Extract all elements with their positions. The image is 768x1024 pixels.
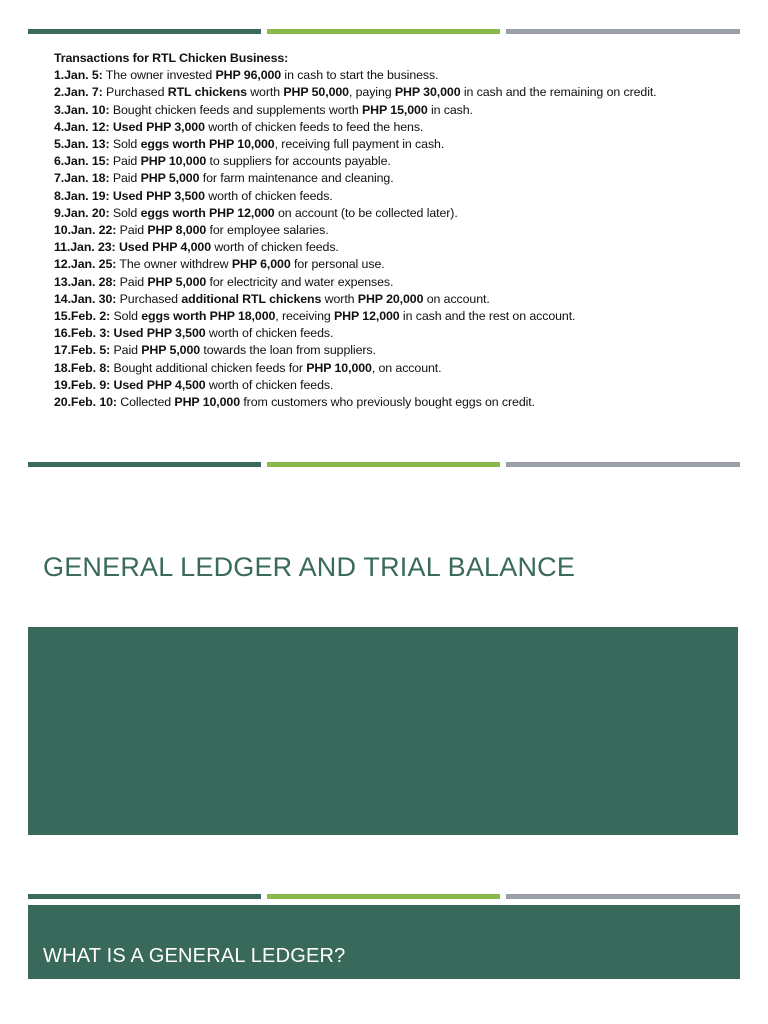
divider-stripe-lime — [267, 462, 500, 467]
transaction-bold-text: 17.Feb. 5: — [54, 343, 111, 358]
transaction-bold-text: Used PHP 3,500 — [113, 326, 206, 341]
transaction-text: Purchased — [116, 291, 182, 306]
transaction-bold-text: 3.Jan. 10: — [54, 102, 110, 117]
next-slide-title-bar — [28, 905, 740, 979]
transaction-bold-text: PHP 12,000 — [334, 309, 400, 324]
divider-stripe-gray — [506, 894, 740, 899]
transaction-text: Sold — [110, 309, 142, 324]
transaction-text: to suppliers for accounts payable. — [206, 154, 391, 169]
transaction-text: Bought additional chicken feeds for — [110, 360, 307, 375]
transaction-bold-text: 20.Feb. 10: — [54, 395, 117, 410]
transaction-line — [54, 67, 754, 84]
transaction-line — [54, 342, 754, 359]
transaction-text: Paid — [110, 343, 142, 358]
transaction-bold-text: eggs worth PHP 12,000 — [140, 205, 275, 220]
divider-stripe-lime — [267, 29, 500, 34]
divider-stripe-lime — [267, 894, 500, 899]
transaction-text: worth of chicken feeds to feed the hens. — [204, 119, 424, 134]
divider-stripe-green — [28, 462, 261, 467]
transaction-line — [54, 102, 754, 119]
transaction-bold-text: 6.Jan. 15: — [54, 154, 110, 169]
transaction-text: for personal use. — [290, 257, 385, 272]
transaction-bold-text: Used PHP 3,000 — [112, 119, 205, 134]
transaction-text: worth of chicken feeds. — [205, 326, 334, 341]
transaction-text: Purchased — [102, 85, 168, 100]
transaction-bold-text: 4.Jan. 12: — [54, 119, 110, 134]
transaction-line — [54, 188, 754, 205]
transaction-bold-text: PHP 30,000 — [394, 85, 461, 100]
transaction-bold-text: Used PHP 4,000 — [118, 240, 211, 255]
transaction-line — [54, 205, 754, 222]
transaction-bold-text: PHP 5,000 — [140, 171, 200, 186]
transaction-bold-text: 13.Jan. 28: — [54, 274, 117, 289]
transaction-text: in cash to start the business. — [281, 68, 439, 83]
transaction-text: worth of chicken feeds. — [204, 188, 333, 203]
transaction-bold-text: 7.Jan. 18: — [54, 171, 110, 186]
transaction-text: towards the loan from suppliers. — [200, 343, 376, 358]
transaction-bold-text: 8.Jan. 19: — [54, 188, 110, 203]
transaction-line — [54, 256, 754, 273]
transaction-bold-text: 15.Feb. 2: — [54, 309, 111, 324]
transaction-text: The owner withdrew — [116, 257, 232, 272]
transaction-text: , on account. — [371, 360, 442, 375]
transaction-text: from customers who previously bought eggs on credit. — [240, 395, 535, 410]
transaction-bold-text: 18.Feb. 8: — [54, 360, 111, 375]
transaction-line — [54, 136, 754, 153]
transaction-line — [54, 170, 754, 187]
transaction-bold-text: 9.Jan. 20: — [54, 205, 110, 220]
transaction-text: Paid — [109, 171, 141, 186]
transaction-bold-text: RTL chickens — [167, 85, 247, 100]
transaction-bold-text: 19.Feb. 9: — [54, 377, 111, 392]
transaction-text: for electricity and water expenses. — [206, 274, 394, 289]
transaction-text: , paying — [348, 85, 395, 100]
divider-stripe-gray — [506, 29, 740, 34]
transaction-bold-text: Used PHP 4,500 — [113, 377, 206, 392]
transaction-bold-text: PHP 96,000 — [215, 68, 282, 83]
transaction-text: on account (to be collected later). — [274, 205, 458, 220]
transaction-bold-text: 5.Jan. 13: — [54, 137, 110, 152]
transaction-text: Paid — [116, 223, 148, 238]
transaction-text: , receiving — [275, 309, 334, 324]
next-slide-title: WHAT IS A GENERAL LEDGER? — [43, 945, 346, 967]
green-content-panel — [28, 627, 738, 835]
divider-stripe-green — [28, 29, 261, 34]
transaction-bold-text: 1.Jan. 5: — [54, 68, 103, 83]
transaction-text: worth of chicken feeds. — [205, 377, 334, 392]
transaction-bold-text: 12.Jan. 25: — [54, 257, 117, 272]
transaction-line — [54, 222, 754, 239]
transaction-text: worth — [321, 291, 358, 306]
transaction-text: worth — [246, 85, 284, 100]
transactions-list — [54, 67, 754, 411]
transaction-bold-text: Used PHP 3,500 — [112, 188, 205, 203]
transactions-title: Transactions for RTL Chicken Business: — [54, 51, 289, 65]
transaction-text: , receiving full payment in cash. — [274, 137, 445, 152]
transaction-line — [54, 153, 754, 170]
transaction-bold-text: additional RTL chickens — [181, 291, 322, 306]
transaction-bold-text: 11.Jan. 23: — [54, 240, 116, 255]
transaction-line — [54, 325, 754, 342]
transactions-block — [54, 50, 754, 411]
transaction-bold-text: eggs worth PHP 10,000 — [140, 137, 275, 152]
transaction-bold-text: PHP 10,000 — [174, 395, 240, 410]
slide-title: GENERAL LEDGER AND TRIAL BALANCE — [43, 552, 576, 582]
transaction-text: for farm maintenance and cleaning. — [199, 171, 394, 186]
transaction-text: Bought chicken feeds and supplements worth — [109, 102, 363, 117]
transaction-line — [54, 308, 754, 325]
transaction-bold-text: PHP 10,000 — [140, 154, 207, 169]
divider-stripe-gray — [506, 462, 740, 467]
transaction-bold-text: PHP 15,000 — [362, 102, 428, 117]
transaction-bold-text: PHP 5,000 — [147, 274, 207, 289]
transaction-text: on account. — [423, 291, 490, 306]
transaction-bold-text: PHP 6,000 — [231, 257, 291, 272]
transaction-line — [54, 239, 754, 256]
transaction-line — [54, 360, 754, 377]
transaction-text: in cash and the rest on account. — [399, 309, 576, 324]
transaction-bold-text: 16.Feb. 3: — [54, 326, 111, 341]
transaction-line — [54, 84, 754, 101]
transaction-text: Sold — [109, 205, 141, 220]
transaction-text: worth of chicken feeds. — [210, 240, 339, 255]
transaction-text: Paid — [116, 274, 148, 289]
transaction-bold-text: PHP 8,000 — [147, 223, 207, 238]
transaction-bold-text: 2.Jan. 7: — [54, 85, 103, 100]
transaction-text: in cash. — [427, 102, 473, 117]
transaction-text: Collected — [116, 395, 175, 410]
transaction-line — [54, 274, 754, 291]
transaction-bold-text: 10.Jan. 22: — [54, 223, 117, 238]
divider-stripe-green — [28, 894, 261, 899]
transaction-text: Paid — [109, 154, 141, 169]
transaction-text: Sold — [109, 137, 141, 152]
transaction-text: for employee salaries. — [206, 223, 329, 238]
transaction-text: in cash and the remaining on credit. — [460, 85, 657, 100]
transaction-line — [54, 119, 754, 136]
transaction-line — [54, 291, 754, 308]
transaction-bold-text: PHP 50,000 — [283, 85, 349, 100]
transaction-bold-text: PHP 20,000 — [357, 291, 424, 306]
transaction-text: The owner invested — [102, 68, 216, 83]
transaction-bold-text: PHP 10,000 — [306, 360, 372, 375]
transaction-bold-text: PHP 5,000 — [141, 343, 201, 358]
transaction-line — [54, 377, 754, 394]
transaction-line — [54, 394, 754, 411]
transaction-bold-text: eggs worth PHP 18,000 — [141, 309, 276, 324]
transaction-bold-text: 14.Jan. 30: — [54, 291, 117, 306]
